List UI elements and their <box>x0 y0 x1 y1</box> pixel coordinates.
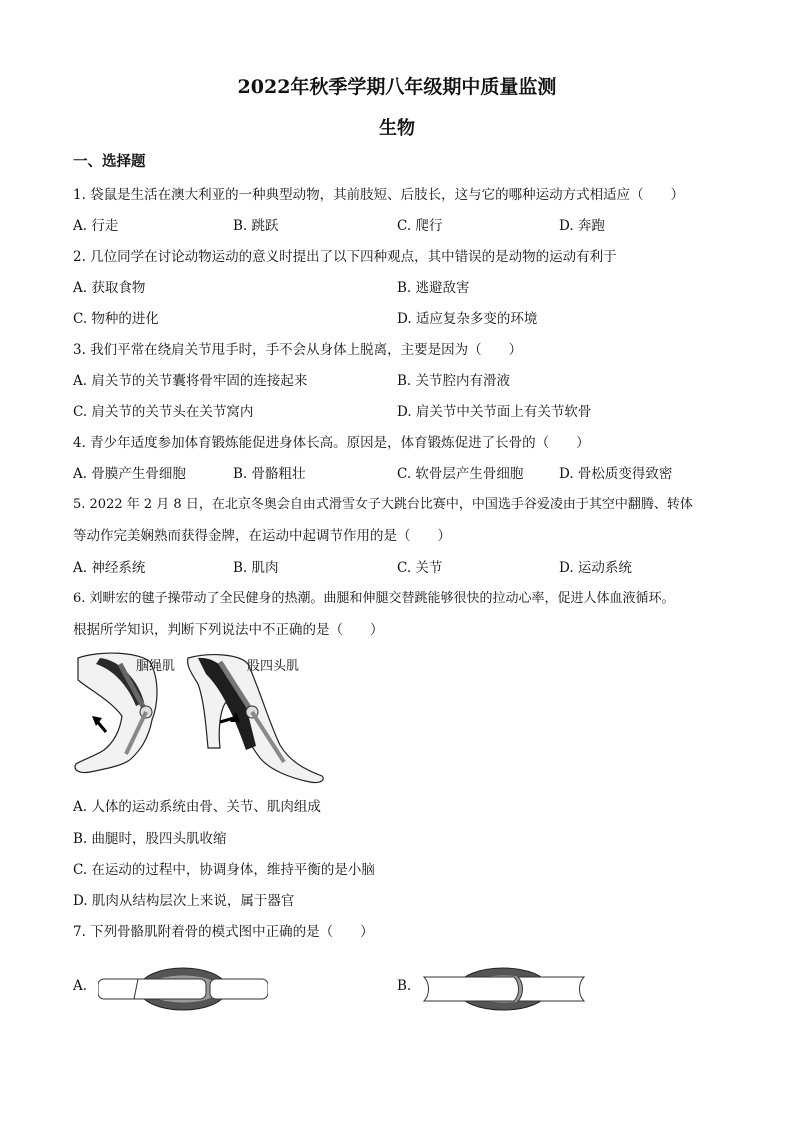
q2-stem: 2. 几位同学在讨论动物运动的意义时提出了以下四种观点，其中错误的是动物的运动有利于 <box>73 249 617 265</box>
q1-option-d: D. 奔跑 <box>559 218 605 234</box>
q3-option-a: A. 肩关节的关节囊将骨牢固的连接起来 <box>73 373 308 389</box>
hamstring-label: 腘绳肌 <box>136 659 176 674</box>
q4-option-a: A. 骨膜产生骨细胞 <box>73 466 186 482</box>
q4-option-c: C. 软骨层产生骨细胞 <box>397 466 524 482</box>
q4-option-d: D. 骨松质变得致密 <box>559 466 673 482</box>
q6-option-a: A. 人体的运动系统由骨、关节、肌肉组成 <box>73 799 321 815</box>
q1-option-c: C. 爬行 <box>397 218 443 234</box>
q6-stem-line2: 根据所学知识，判断下列说法中不正确的是（ ） <box>73 622 384 638</box>
q6-option-c: C. 在运动的过程中，协调身体，维持平衡的是小脑 <box>73 862 375 878</box>
q7-stem: 7. 下列骨骼肌附着骨的模式图中正确的是（ ） <box>73 924 374 940</box>
q4-option-b: B. 骨骼粗壮 <box>233 466 306 482</box>
q3-stem: 3. 我们平常在绕肩关节甩手时，手不会从身体上脱离，主要是因为（ ） <box>73 342 523 358</box>
q5-stem-line1: 5. 2022 年 2 月 8 日，在北京冬奥会自由式滑雪女子大跳台比赛中，中国选手谷爱凌由于其空中翻腾、转体 <box>73 497 693 512</box>
exam-title: 2022年秋季学期八年级期中质量监测 <box>237 76 557 98</box>
subject-title: 生物 <box>379 118 415 139</box>
q2-option-d: D. 适应复杂多变的环境 <box>397 311 538 327</box>
q7-option-b-label: B. <box>397 978 412 994</box>
q3-option-d: D. 肩关节中关节面上有关节软骨 <box>397 404 592 420</box>
q6-option-d: D. 肌肉从结构层次上来说，属于器官 <box>73 893 295 909</box>
quadriceps-label: 股四头肌 <box>247 659 300 674</box>
q5-option-b: B. 肌肉 <box>233 560 279 576</box>
q1-stem: 1. 袋鼠是生活在澳大利亚的一种典型动物，其前肢短、后肢长，这与它的哪种运动方式相适应（ ） <box>73 187 685 203</box>
q3-option-c: C. 肩关节的关节头在关节窝内 <box>73 404 254 420</box>
q1-option-a: A. 行走 <box>73 218 119 234</box>
q5-option-c: C. 关节 <box>397 560 443 576</box>
q1-option-b: B. 跳跃 <box>233 218 279 234</box>
q2-option-c: C. 物种的进化 <box>73 311 159 327</box>
q3-option-b: B. 关节腔内有滑液 <box>397 373 511 389</box>
q2-option-a: A. 获取食物 <box>73 280 146 296</box>
q6-stem-line1: 6. 刘畊宏的毽子操带动了全民健身的热潮。曲腿和伸腿交替跳能够很快的拉动心率，促进人体血液循环。 <box>73 591 675 606</box>
q7-figure-b <box>420 955 590 1023</box>
q7-figure-a <box>98 955 268 1023</box>
q5-option-a: A. 神经系统 <box>73 560 146 576</box>
q2-option-b: B. 逃避敌害 <box>397 280 470 296</box>
q6-option-b: B. 曲腿时，股四头肌收缩 <box>73 831 227 847</box>
q5-option-d: D. 运动系统 <box>559 560 632 576</box>
q7-option-a-label: A. <box>73 978 88 994</box>
q4-stem: 4. 青少年适度参加体育锻炼能促进身体长高。原因是，体育锻炼促进了长骨的（ ） <box>73 435 590 451</box>
q5-stem-line2: 等动作完美娴熟而获得金牌，在运动中起调节作用的是（ ） <box>73 528 451 544</box>
section-heading: 一、选择题 <box>73 153 146 170</box>
